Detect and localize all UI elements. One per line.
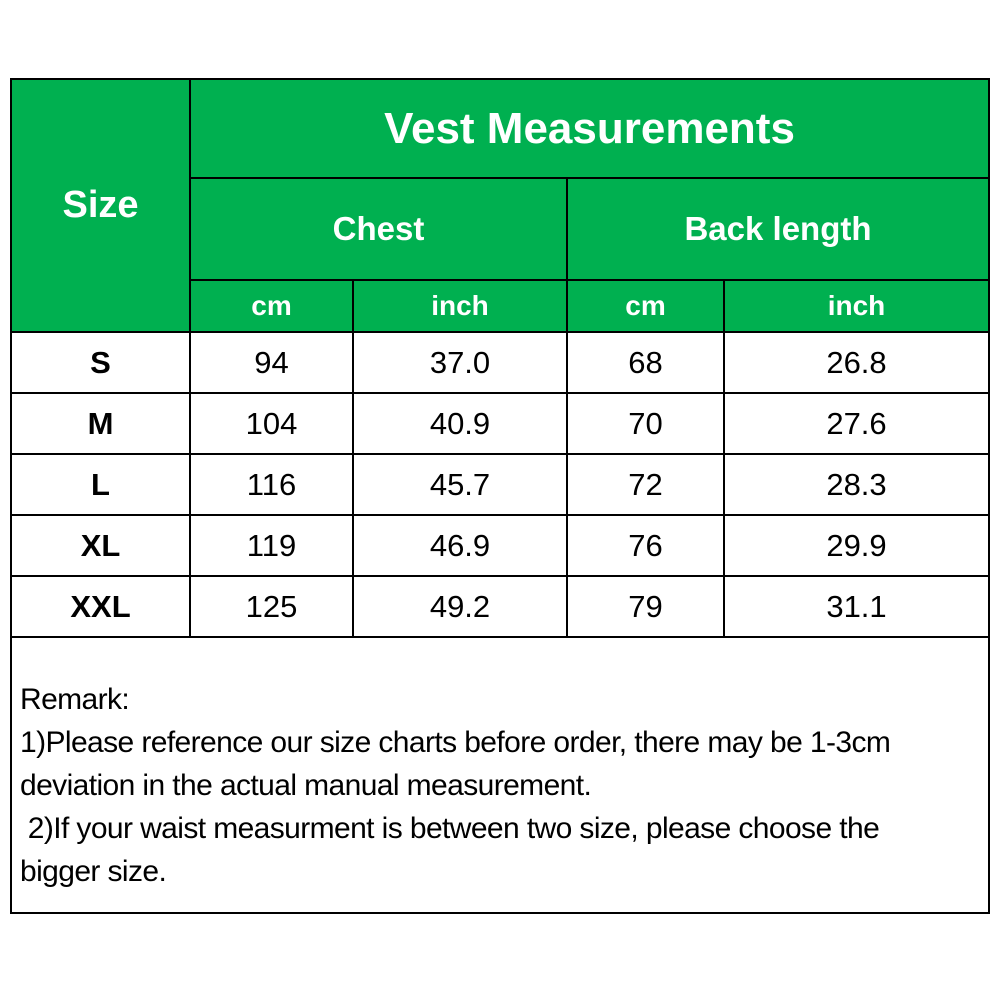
chest-cm-cell: 104 bbox=[190, 393, 353, 454]
chest-cm-cell: 116 bbox=[190, 454, 353, 515]
size-cell: S bbox=[12, 332, 190, 393]
remark-line: bigger size. bbox=[20, 855, 167, 888]
size-header: Size bbox=[12, 80, 190, 332]
table-row bbox=[12, 515, 988, 576]
unit-header-chest-inch: inch bbox=[353, 280, 567, 332]
unit-header-back-inch: inch bbox=[724, 280, 988, 332]
chest-inch-cell: 49.2 bbox=[353, 576, 567, 637]
chest-cm-cell: 94 bbox=[190, 332, 353, 393]
back-cm-cell: 72 bbox=[567, 454, 724, 515]
remark-section bbox=[20, 678, 982, 893]
remark-line: 2)If your waist measurment is between two size, please choose the bbox=[20, 812, 880, 845]
table-row bbox=[12, 332, 988, 393]
back-inch-cell: 29.9 bbox=[724, 515, 988, 576]
table-row bbox=[12, 393, 988, 454]
table-title: Vest Measurements bbox=[190, 80, 988, 178]
back-length-header: Back length bbox=[567, 178, 988, 280]
chest-inch-cell: 46.9 bbox=[353, 515, 567, 576]
back-inch-cell: 28.3 bbox=[724, 454, 988, 515]
back-inch-cell: 27.6 bbox=[724, 393, 988, 454]
chest-cm-cell: 125 bbox=[190, 576, 353, 637]
size-cell: XXL bbox=[12, 576, 190, 637]
back-inch-cell: 26.8 bbox=[724, 332, 988, 393]
chest-header: Chest bbox=[190, 178, 567, 280]
back-cm-cell: 76 bbox=[567, 515, 724, 576]
size-cell: L bbox=[12, 454, 190, 515]
back-cm-cell: 68 bbox=[567, 332, 724, 393]
chest-inch-cell: 45.7 bbox=[353, 454, 567, 515]
back-cm-cell: 79 bbox=[567, 576, 724, 637]
size-cell: XL bbox=[12, 515, 190, 576]
back-inch-cell: 31.1 bbox=[724, 576, 988, 637]
chest-inch-cell: 37.0 bbox=[353, 332, 567, 393]
table-row bbox=[12, 576, 988, 637]
remark-line: 1)Please reference our size charts before order, there may be 1-3cm bbox=[20, 726, 891, 759]
remark-heading: Remark: bbox=[20, 683, 130, 716]
unit-header-chest-cm: cm bbox=[190, 280, 353, 332]
chest-inch-cell: 40.9 bbox=[353, 393, 567, 454]
back-cm-cell: 70 bbox=[567, 393, 724, 454]
size-cell: M bbox=[12, 393, 190, 454]
chest-cm-cell: 119 bbox=[190, 515, 353, 576]
size-chart bbox=[10, 78, 990, 914]
table-row bbox=[12, 454, 988, 515]
measurement-table bbox=[12, 80, 988, 638]
unit-header-back-cm: cm bbox=[567, 280, 724, 332]
remark-line: deviation in the actual manual measurement. bbox=[20, 769, 592, 802]
